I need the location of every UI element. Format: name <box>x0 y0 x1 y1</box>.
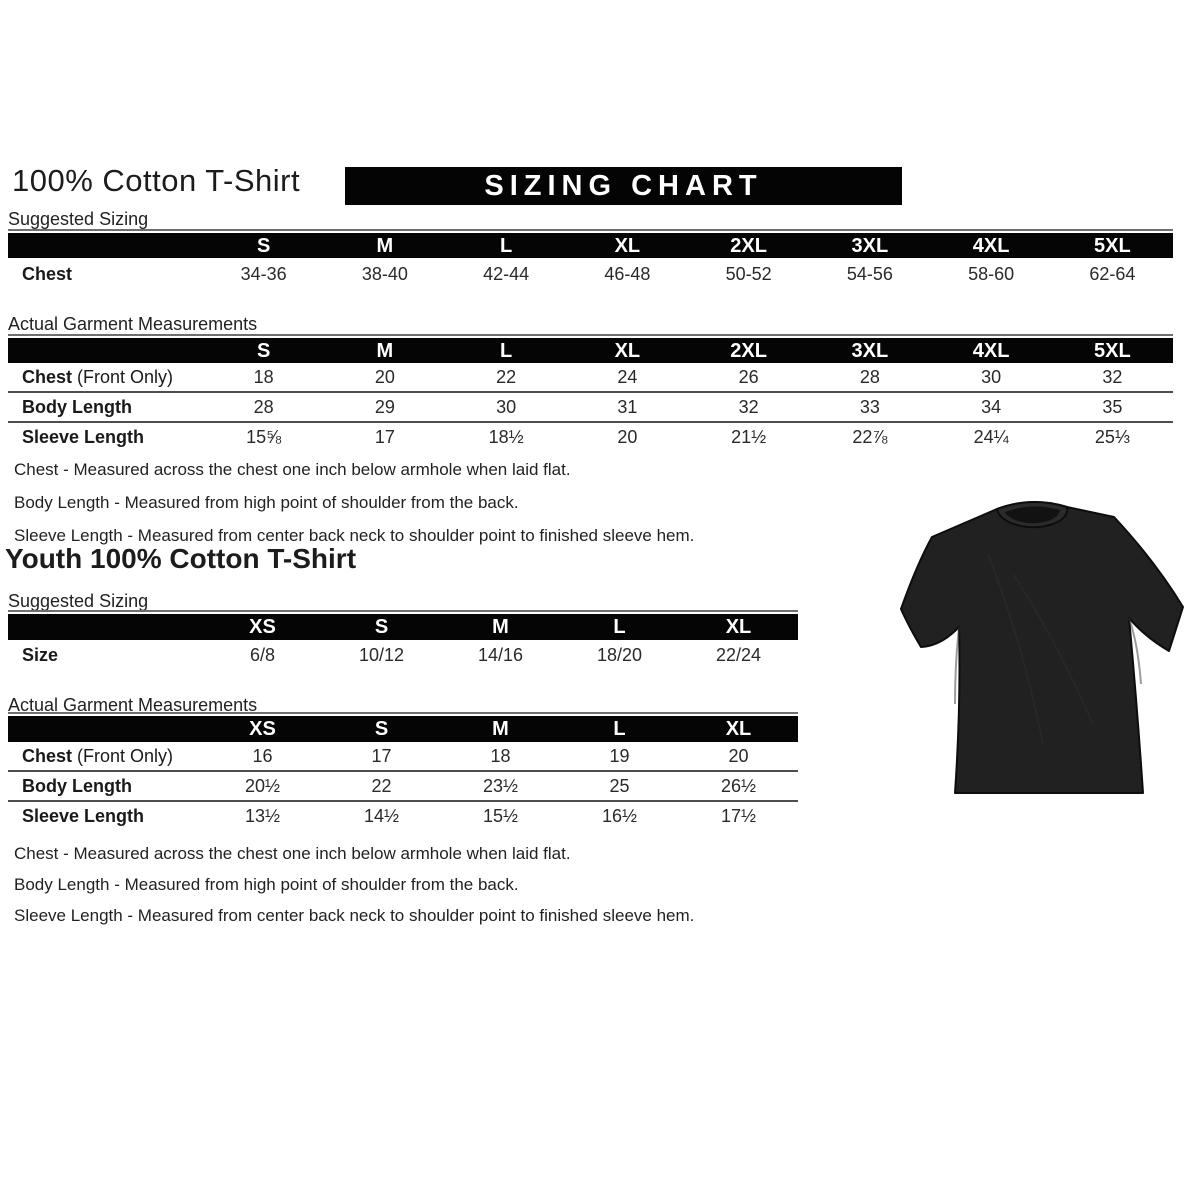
measurement-cell: 20 <box>374 366 395 387</box>
note-chest: Chest - Measured across the chest one inch below armhole when laid flat. <box>14 460 571 479</box>
measurement-cell: 23½ <box>482 775 519 796</box>
youth-title: Youth 100% Cotton T-Shirt <box>5 543 357 574</box>
size-column-header: XL <box>614 339 641 362</box>
size-column-header: M <box>376 339 394 362</box>
measurement-cell: 22 <box>371 775 392 796</box>
measurement-cell: 22 <box>496 366 517 387</box>
measurement-cell: 15⅝ <box>246 426 282 447</box>
youth-measurement-notes <box>14 838 694 931</box>
youth-suggested-sizing-label: Suggested Sizing <box>8 591 149 611</box>
measurement-cell: 18½ <box>488 426 524 447</box>
size-column-header: M <box>492 616 509 638</box>
row-label: Sleeve Length <box>22 805 145 826</box>
measurement-cell: 24 <box>617 366 638 387</box>
note-body-length: Body Length - Measured from high point of shoulder from the back. <box>14 875 519 894</box>
measurement-cell: 31 <box>617 396 638 417</box>
measurement-cell: 32 <box>738 396 759 417</box>
table-row <box>8 421 1173 451</box>
size-column-header: XS <box>249 616 276 638</box>
row-label: Body Length <box>22 396 132 417</box>
size-column-header: S <box>374 718 389 740</box>
note-sleeve-length: Sleeve Length - Measured from center back neck to shoulder point to finished sleeve hem. <box>14 526 695 545</box>
size-column-header: S <box>256 234 271 257</box>
table-header-row <box>8 233 1173 258</box>
row-label: Size <box>22 645 59 665</box>
measurement-cell: 28 <box>253 396 274 417</box>
size-column-header: XL <box>614 234 641 257</box>
row-label: Chest (Front Only) <box>22 745 174 766</box>
measurement-cell: 25 <box>609 775 630 796</box>
table-header-row <box>8 716 798 742</box>
size-column-header: M <box>492 718 509 740</box>
size-column-header: S <box>256 339 271 362</box>
measurement-cell: 34-36 <box>240 264 287 284</box>
measurement-cell: 16½ <box>601 805 638 826</box>
size-column-header: 5XL <box>1094 234 1131 257</box>
measurement-cell: 50-52 <box>725 264 772 284</box>
tshirt-icon <box>893 494 1190 806</box>
size-column-header: 3XL <box>851 339 889 362</box>
sizing-chart-banner-text: SIZING CHART <box>484 169 763 202</box>
size-column-header: 4XL <box>972 234 1010 257</box>
measurement-cell: 17 <box>374 426 395 447</box>
note-chest: Chest - Measured across the chest one inch below armhole when laid flat. <box>14 844 571 863</box>
measurement-cell: 46-48 <box>604 264 651 284</box>
adult-suggested-sizing-label: Suggested Sizing <box>8 209 149 229</box>
youth-suggested-sizing-table <box>8 610 798 671</box>
measurement-cell: 25⅓ <box>1094 426 1130 447</box>
adult-actual-measurements-table <box>8 334 1173 451</box>
measurement-cell: 42-44 <box>483 264 530 284</box>
measurement-cell: 30 <box>981 366 1002 387</box>
size-column-header: 4XL <box>972 339 1010 362</box>
table-row <box>8 742 798 770</box>
measurement-cell: 15½ <box>482 805 519 826</box>
size-column-header: 2XL <box>730 339 767 362</box>
row-label: Sleeve Length <box>22 426 145 447</box>
measurement-cell: 22⅞ <box>852 426 888 447</box>
table-row <box>8 800 798 830</box>
table-row <box>8 258 1173 291</box>
size-column-header: S <box>374 616 389 638</box>
size-column-header: L <box>613 718 626 740</box>
measurement-cell: 17½ <box>720 805 757 826</box>
youth-actual-measurements-table <box>8 712 798 830</box>
measurement-cell: 62-64 <box>1089 264 1136 284</box>
measurement-cell: 14½ <box>363 805 400 826</box>
table-row <box>8 640 798 671</box>
measurement-cell: 17 <box>371 745 392 766</box>
measurement-cell: 19 <box>609 745 630 766</box>
size-column-header: XL <box>725 718 752 740</box>
size-column-header: 5XL <box>1094 339 1131 362</box>
measurement-cell: 20 <box>617 426 638 447</box>
adult-title: 100% Cotton T-Shirt <box>12 163 301 198</box>
measurement-cell: 20 <box>728 745 749 766</box>
measurement-cell: 22/24 <box>715 645 762 665</box>
measurement-cell: 29 <box>374 396 395 417</box>
row-label: Chest (Front Only) <box>22 366 174 387</box>
measurement-cell: 58-60 <box>968 264 1015 284</box>
table-row <box>8 363 1173 391</box>
measurement-cell: 38-40 <box>361 264 408 284</box>
measurement-cell: 30 <box>496 396 517 417</box>
size-column-header: 3XL <box>851 234 889 257</box>
measurement-cell: 18 <box>253 366 274 387</box>
adult-actual-measurements-label: Actual Garment Measurements <box>8 314 258 334</box>
size-column-header: L <box>500 339 513 362</box>
measurement-cell: 24¼ <box>973 426 1009 447</box>
measurement-cell: 28 <box>859 366 880 387</box>
measurement-cell: 14/16 <box>477 645 524 665</box>
table-row <box>8 770 798 800</box>
sizing-chart-banner <box>345 167 902 205</box>
size-column-header: XL <box>725 616 752 638</box>
measurement-cell: 10/12 <box>358 645 405 665</box>
measurement-cell: 20½ <box>244 775 281 796</box>
size-column-header: M <box>376 234 394 257</box>
measurement-cell: 16 <box>252 745 273 766</box>
table-header-row <box>8 614 798 640</box>
black-tshirt-photo <box>893 494 1190 806</box>
measurement-cell: 13½ <box>244 805 281 826</box>
measurement-cell: 26 <box>738 366 759 387</box>
measurement-cell: 33 <box>859 396 880 417</box>
note-sleeve-length: Sleeve Length - Measured from center back neck to shoulder point to finished sleeve hem. <box>14 906 695 925</box>
measurement-cell: 35 <box>1102 396 1123 417</box>
adult-suggested-sizing-table <box>8 229 1173 291</box>
measurement-cell: 18 <box>490 745 511 766</box>
measurement-cell: 34 <box>981 396 1002 417</box>
size-column-header: L <box>500 234 513 257</box>
table-header-row <box>8 338 1173 363</box>
measurement-cell: 18/20 <box>596 645 643 665</box>
youth-actual-measurements-label: Actual Garment Measurements <box>8 695 258 715</box>
row-label: Chest <box>22 264 73 284</box>
row-label: Body Length <box>22 775 132 796</box>
measurement-cell: 6/8 <box>249 645 276 665</box>
measurement-cell: 32 <box>1102 366 1123 387</box>
measurement-cell: 54-56 <box>846 264 893 284</box>
note-body-length: Body Length - Measured from high point of shoulder from the back. <box>14 493 519 512</box>
table-row <box>8 391 1173 421</box>
measurement-cell: 26½ <box>720 775 757 796</box>
size-column-header: XS <box>249 718 276 740</box>
adult-measurement-notes <box>14 453 694 552</box>
measurement-cell: 21½ <box>731 426 767 447</box>
tshirt-body <box>901 502 1183 793</box>
size-column-header: L <box>613 616 626 638</box>
size-column-header: 2XL <box>730 234 767 257</box>
